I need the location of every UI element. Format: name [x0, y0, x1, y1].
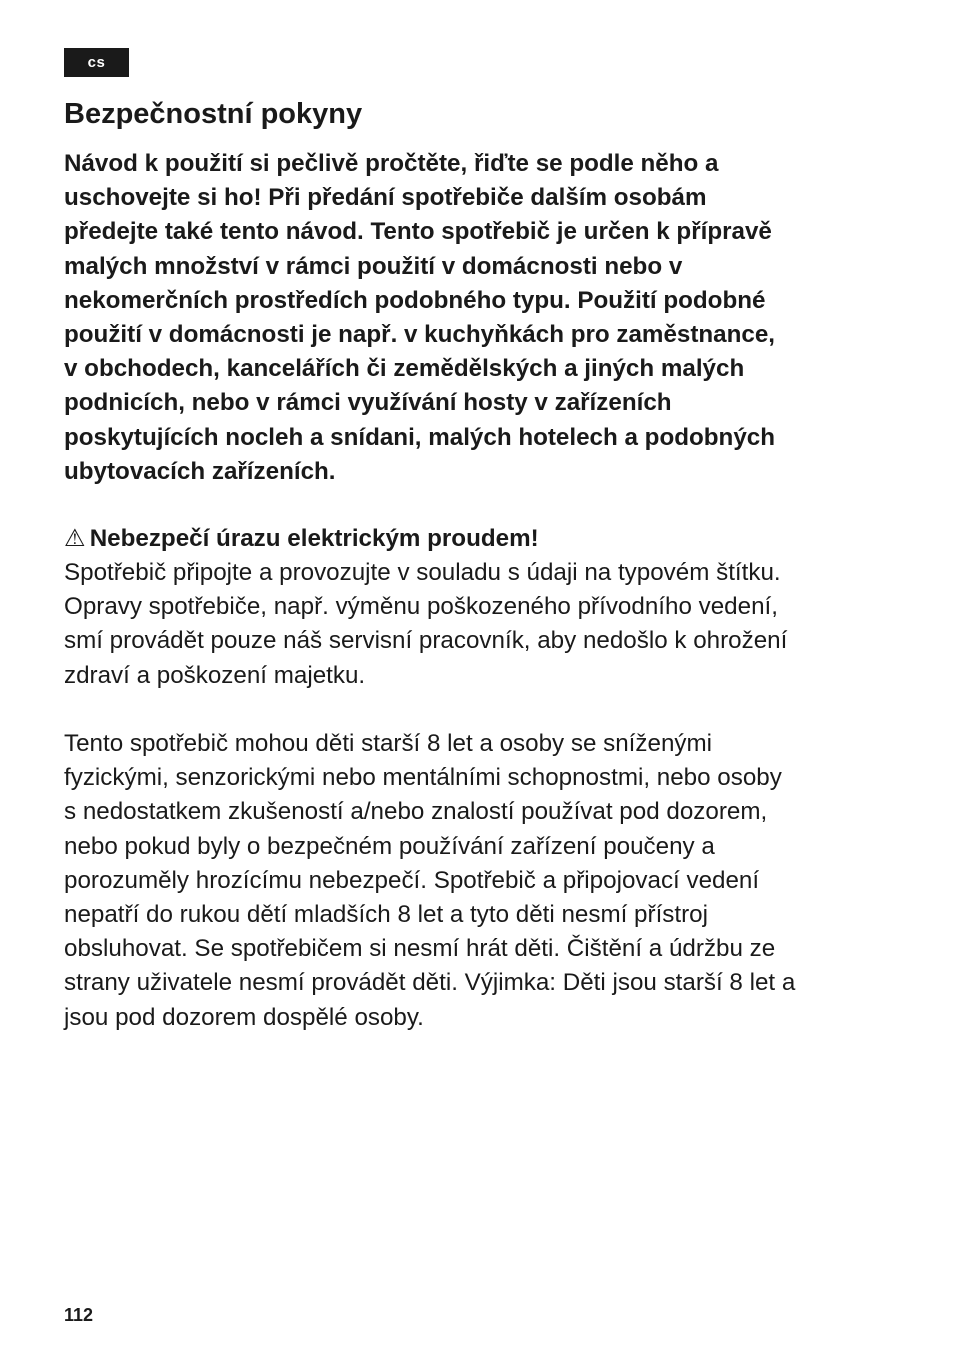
warning-line: smí provádět pouze náš servisní pracovník, aby nedošlo k ohrožení [64, 627, 788, 655]
intro-line: nekomerčních prostředích podobného typu. Použití podobné [64, 286, 766, 314]
children-line: porozuměly hrozícímu nebezpečí. Spotřebič a připojovací vedení [64, 866, 760, 894]
intro-line: uschovejte si ho! Při předání spotřebiče dalším osobám [64, 184, 707, 212]
warning-line: zdraví a poškození majetku. [64, 661, 366, 689]
intro-line: v obchodech, kancelářích či zemědělských a jiných malých [64, 355, 745, 383]
children-line: strany uživatele nesmí provádět děti. Výjimka: Děti jsou starší 8 let a [64, 969, 796, 997]
children-safety-paragraph [64, 727, 894, 1035]
warning-triangle-icon: ⚠ [64, 525, 86, 552]
intro-line: podnicích, nebo v rámci využívání hosty v zařízeních [64, 389, 672, 417]
intro-line: použití v domácnosti je např. v kuchyňkách pro zaměstnance, [64, 321, 776, 349]
intro-line: poskytujících nocleh a snídani, malých hotelech a podobných [64, 423, 775, 451]
page-title: Bezpečnostní pokyny [64, 98, 363, 130]
intro-line: malých množství v rámci použití v domácnosti nebo v [64, 252, 683, 280]
intro-line: předejte také tento návod. Tento spotřebič je určen k přípravě [64, 218, 772, 246]
intro-line: ubytovacích zařízeních. [64, 457, 336, 485]
page-number: 112 [64, 1305, 94, 1325]
warning-line: Spotřebič připojte a provozujte v souladu s údaji na typovém štítku. [64, 559, 781, 586]
warning-heading-text: Nebezpečí úrazu elektrickým proudem! [89, 525, 539, 552]
children-line: nepatří do rukou dětí mladších 8 let a tyto děti nesmí přístroj [64, 901, 708, 929]
children-line: nebo pokud byly o bezpečném používání zařízení poučeny a [64, 832, 715, 860]
warning-paragraph [64, 556, 894, 693]
warning-line: Opravy spotřebiče, např. výměnu poškozeného přívodního vedení, [64, 593, 778, 621]
intro-paragraph [64, 147, 884, 489]
intro-line: Návod k použití si pečlivě pročtěte, řiďte se podle něho a [64, 150, 719, 177]
language-badge: cs [64, 48, 129, 77]
children-line: s nedostatkem zkušeností a/nebo znalostí používat pod dozorem, [64, 798, 768, 826]
children-line: jsou pod dozorem dospělé osoby. [64, 1003, 424, 1031]
children-line: Tento spotřebič mohou děti starší 8 let a osoby se sníženými [64, 730, 713, 757]
children-line: obsluhovat. Se spotřebičem si nesmí hrát děti. Čištění a údržbu ze [64, 935, 776, 963]
children-line: fyzickými, senzorickými nebo mentálními schopnostmi, nebo osoby [64, 764, 782, 792]
warning-heading [64, 522, 539, 556]
